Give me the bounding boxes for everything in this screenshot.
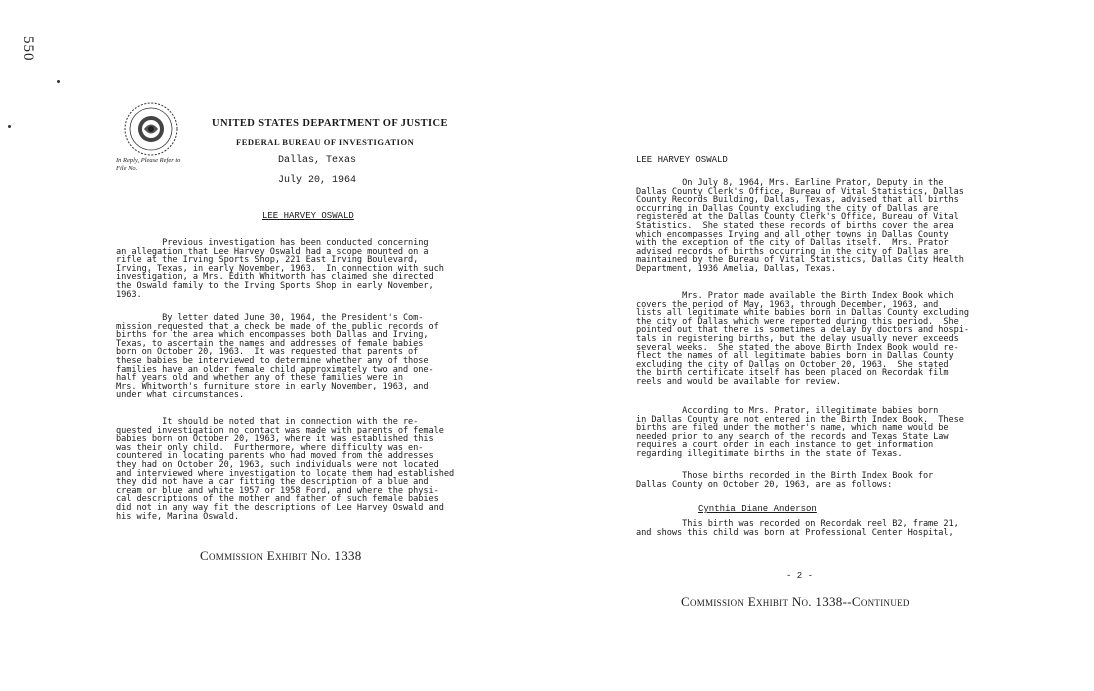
exhibit-label: Commission Exhibit No. 1338 [200,548,362,563]
scan-speck [8,125,11,128]
reply-note-line: In Reply, Please Refer to [116,157,181,164]
bureau-header: FEDERAL BUREAU OF INVESTIGATION [236,137,415,147]
name-heading: Cynthia Diane Anderson [698,504,817,514]
right-paragraph-4: Those births recorded in the Birth Index Book for Dallas County on October 20, 1963, are as follows: [636,471,934,490]
right-paragraph-3: According to Mrs. Prator, illegitimate babies born in Dallas County are not entered in the Birth Index Book. These births are filed under the mother's name, which name would be needed prior to any search of the records and Texas State Law requires a court order in each instance to get information regarding illegitimate births in the state of Texas. [636,406,964,459]
location: Dallas, Texas [278,155,357,166]
subject-heading: LEE HARVEY OSWALD [636,155,728,165]
reply-note [116,157,206,173]
department-header: UNITED STATES DEPARTMENT OF JUSTICE [212,118,448,129]
exhibit-label-continued: Commission Exhibit No. 1338--Continued [681,594,910,609]
date: July 20, 1964 [278,175,357,186]
left-paragraph-1: Previous investigation has been conducted concerning an allegation that Lee Harvey Oswald had a scope mounted on a rifle at the Irving Sports Shop, 221 East Irving Boulevard, Irving, Texas, in early November, 1963. In connection with such investigation, a Mrs. Edith Whitworth has claimed she directed the Oswald family to the Irving Sports Shop in early November, 1963. [116,238,444,300]
right-paragraph-5: This birth was recorded on Recordak reel B2, frame 21, and shows this child was born at Professional Center Hospital, [636,519,959,538]
right-paragraph-1: On July 8, 1964, Mrs. Earline Prator, Deputy in the Dallas County Clerk's Office, Bureau of Vital Statistics, Dallas County Records Building, Dallas, Texas, advised that all births occurring in Dallas County excluding the city of Dallas are registered at the Dallas County Clerk's Office, Bureau of Vital Statistics. She stated these records of births cover the area which encompasses Irving and all other towns in Dallas County with the exception of the city of Dallas itself. Mrs. Prator advised records of births occurring in the city of Dallas are maintained by the Bureau of Vital Statistics, Dallas City Health Department, 1936 Amelia, Dallas, Texas. [636,178,964,274]
scan-speck [57,80,60,83]
page-marker: - 2 - [786,571,814,581]
left-paragraph-2: By letter dated June 30, 1964, the President's Com- mission requested that a check be made of the public records of births for the area which encompasses both Dallas and Irving, Texas, to ascertain the names and addresses of female babies born on October 20, 1963. It was requested that parents of these babies be interviewed to determine whether any of those families have an older female child approximately two and one- half years old and whether any of these families were in Mrs. Whitworth's furniture store in early November, 1963, and under what circumstances. [116,313,439,401]
right-paragraph-2: Mrs. Prator made available the Birth Index Book which covers the period of May, 1963, through December, 1963, and lists all legitimate white babies born in Dallas County excluding the city of Dallas which were reported during this period. She pointed out that there is sometimes a delay by doctors and hospi- tals in registering births, but the delay usually never exceeds several weeks. She stated the above Birth Index Book would re- flect the names of all legitimate babies born in Dallas County excluding the city of Dallas on October 20, 1963. She stated the birth certificate itself has been placed on Recordak film reels and would be available for review. [636,291,970,387]
reply-note-line: File No. [116,165,138,172]
doj-seal-icon [124,102,178,156]
page-number: 550 [20,36,36,62]
subject-heading: LEE HARVEY OSWALD [262,211,354,221]
left-paragraph-3: It should be noted that in connection with the re- quested investigation no contact was made with parents of female babies born on October 20, 1963, where it was established this was their only child. Furthermore, where difficulty was en- countered in locating parents who had moved from the addresses they had on October 20, 1963, such individuals were not located and interviewed where investigation to locate them had established they did not have a car fitting the description of a blue and cream or blue and white 1957 or 1958 Ford, and where the physi- cal descriptions of the mother and father of such female babies did not in any way fit the descriptions of Lee Harvey Oswald and his wife, Marina Oswald. [116,417,455,522]
